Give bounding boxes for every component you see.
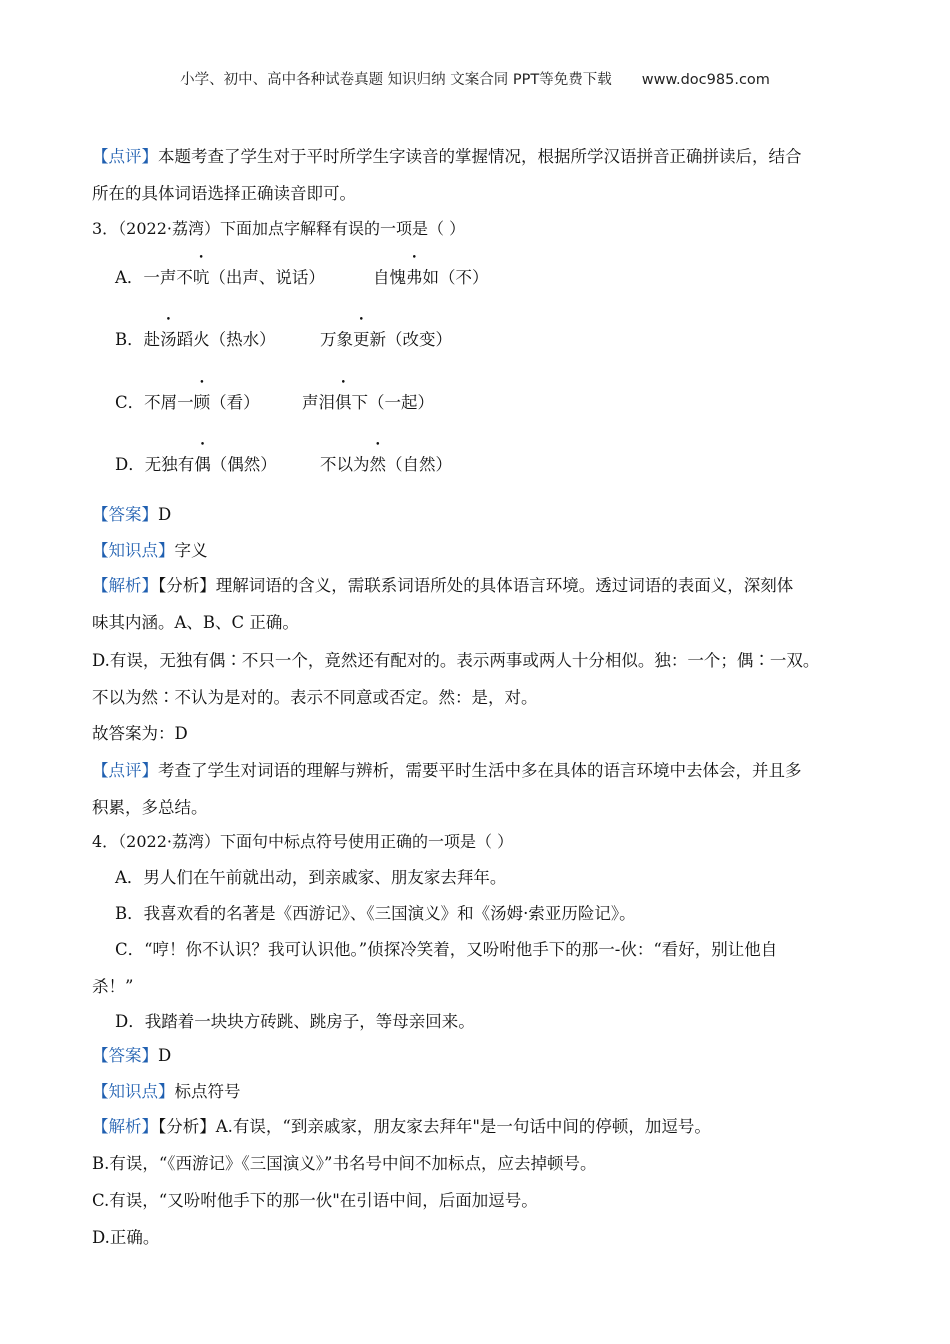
q3-review-line-1: 【点评】考查了学生对词语的理解与辨析，需要平时生活中多在具体的语言环境中去体会，并且多 [92,761,802,780]
q3-analysis-line-2: 味其内涵。A、B、C 正确。 [92,613,299,632]
q4-analysis-line-3: C.有误，“又吩咐他手下的那一伙"在引语中间，后面加逗号。 [92,1191,538,1210]
review-tag: 【点评】 [92,147,158,166]
q3-option-d: D．无独有偶（偶然） 不以为然（自然） [115,453,277,477]
page-header [0,68,950,89]
emphasis-dot-char: 然 [369,455,386,474]
q4-analysis-line-4: D.正确。 [92,1228,160,1247]
q3-analysis-line-1: 【解析】【分析】理解词语的含义，需联系词语所处的具体语言环境。透过词语的表面义，深刻体 [92,576,794,595]
emphasis-dot-char: 偶 [194,455,211,474]
q4-option-c-line-2: 杀！” [92,977,134,996]
emphasis-dot-char: 吭 [192,268,210,287]
emphasis-dot-char: 顾 [193,393,211,412]
emphasis-dot-char: 俱 [335,393,352,412]
q4-stem: 4．（2022·荔湾）下面句中标点符号使用正确的一项是（ ） [92,832,514,851]
q3-conclusion: 故答案为：D [92,724,188,743]
q3-option-a: A．一声不吭（出声、说话） 自愧弗如（不） [115,266,325,290]
intro-review-line-2: 所在的具体词语选择正确读音即可。 [92,184,356,203]
q3-review-line-2: 积累，多总结。 [92,798,208,817]
intro-review-line-1: 【点评】本题考查了学生对于平时所学生字读音的掌握情况，根据所学汉语拼音正确拼读后，结合 [92,147,802,166]
q4-option-a: A．男人们在午前就出动，到亲戚家、朋友家去拜年。 [115,868,507,887]
q3-option-c: C．不屑一顾（看） 声泪俱下（一起） [115,391,260,415]
q4-knowledge: 【知识点】标点符号 [92,1082,241,1101]
header-site-link[interactable]: www.doc985.com [641,72,770,88]
q4-analysis-line-2: B.有误，“《西游记》《三国演义》”书名号中间不加标点，应去掉顿号。 [92,1154,597,1173]
q3-answer: 【答案】D [92,505,172,524]
header-text: 小学、初中、高中各种试卷真题 知识归纳 文案合同 PPT等免费下载 [180,72,612,88]
q4-answer: 【答案】D [92,1046,172,1065]
emphasis-dot-char: 更 [353,330,370,349]
emphasis-dot-char: 汤 [160,330,177,349]
q3-analysis-line-3: D.有误，无独有偶∶不只一个，竟然还有配对的。表示两事或两人十分相似。独：一个；偶∶一双。 [92,651,820,670]
q4-option-b: B．我喜欢看的名著是《西游记》、《三国演义》和《汤姆·索亚历险记》。 [115,904,636,923]
q4-option-c-line-1: C．“哼！你不认识？我可认识他。”侦探冷笑着，又吩咐他手下的那一-伙：“看好，别让他自 [115,940,778,959]
emphasis-dot-char: 弗 [406,268,423,287]
q3-stem: 3．（2022·荔湾）下面加点字解释有误的一项是（ ） [92,219,466,238]
q4-option-d: D．我踏着一块块方砖跳、跳房子，等母亲回来。 [115,1012,475,1031]
q3-option-b: B．赴汤蹈火（热水） 万象更新（改变） [115,328,276,352]
q3-analysis-line-4: 不以为然∶不认为是对的。表示不同意或否定。然：是，对。 [92,688,538,707]
q3-knowledge: 【知识点】字义 [92,541,208,560]
q4-analysis-line-1: 【解析】【分析】A.有误，“到亲戚家，朋友家去拜年"是一句话中间的停顿，加逗号。 [92,1117,711,1136]
